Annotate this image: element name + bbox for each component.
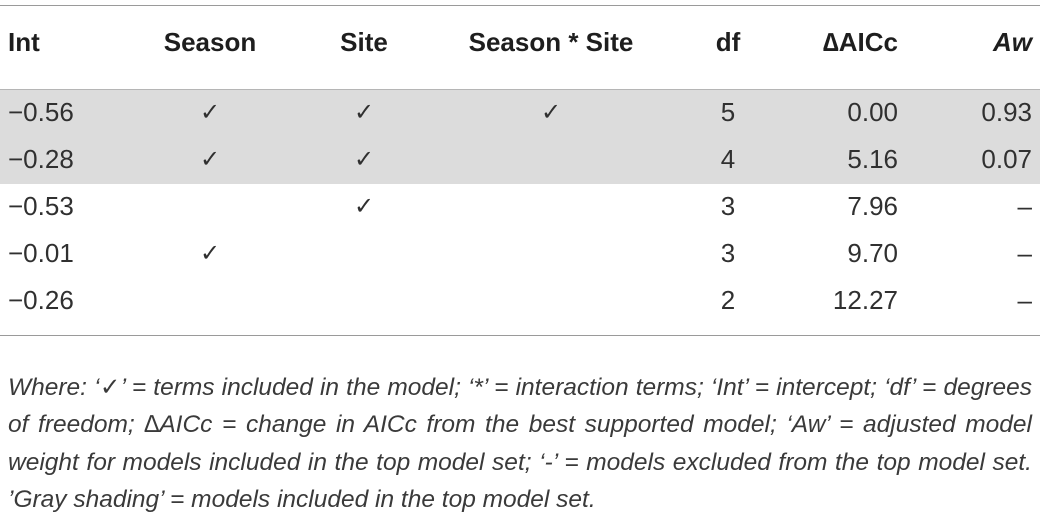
- cell-df: 3: [720, 191, 736, 221]
- cell-season-site-check: [458, 183, 644, 230]
- table-row: [0, 230, 1040, 277]
- header-int: Int: [8, 27, 40, 57]
- cell-site-check: ✓: [353, 192, 375, 220]
- cell-season-site-check: [458, 230, 644, 277]
- cell-df: 3: [720, 238, 736, 268]
- cell-site-check: ✓: [353, 98, 375, 126]
- cell-season-site-check: [458, 277, 644, 324]
- header-aw: Aw: [993, 27, 1032, 57]
- cell-aw: –: [1017, 238, 1032, 268]
- header-df: df: [715, 27, 741, 57]
- cell-df: 4: [720, 144, 736, 174]
- cell-delta-aicc: 9.70: [847, 238, 898, 268]
- cell-aw: –: [1017, 191, 1032, 221]
- cell-site-check: ✓: [353, 145, 375, 173]
- cell-season-site-check: [458, 136, 644, 183]
- table-row: [0, 89, 1040, 136]
- cell-aw: 0.07: [981, 144, 1032, 174]
- cell-int: −0.01: [8, 238, 74, 268]
- table-top-rule: [0, 5, 1040, 6]
- table-row: [0, 183, 1040, 230]
- cell-season-check: ✓: [199, 98, 221, 126]
- header-season: Season: [163, 27, 257, 57]
- cell-df: 2: [720, 285, 736, 315]
- cell-season-check: [158, 277, 262, 324]
- cell-site-check: [322, 230, 406, 277]
- cell-season-check: ✓: [199, 239, 221, 267]
- cell-int: −0.56: [8, 97, 74, 127]
- header-site: Site: [340, 27, 388, 57]
- cell-int: −0.53: [8, 191, 74, 221]
- cell-delta-aicc: 5.16: [847, 144, 898, 174]
- table-row: [0, 136, 1040, 183]
- table-header-row: [0, 19, 1040, 66]
- table-footnote: Where: ‘✓’ = terms included in the model; ‘*’ = interaction terms; ‘Int’ = intercept; ‘df’ = degrees of freedom; ∆AICc = change in AICc from the best supported model; ‘Aw’ = adjusted model weight for models included in the top model set; ‘-’ = models excluded from the top model set. ’Gray shading’ = models included in the top model set.: [8, 373, 1032, 513]
- cell-df: 5: [720, 97, 736, 127]
- table-bottom-rule: [0, 335, 1040, 336]
- cell-delta-aicc: 12.27: [832, 285, 898, 315]
- table-row: [0, 277, 1040, 324]
- cell-delta-aicc: 7.96: [847, 191, 898, 221]
- cell-site-check: [322, 277, 406, 324]
- header-delta-aicc: ∆AICc: [822, 27, 898, 57]
- cell-season-check: ✓: [199, 145, 221, 173]
- cell-season-site-check: ✓: [540, 98, 562, 126]
- header-season-site: Season * Site: [468, 27, 634, 57]
- cell-aw: –: [1017, 285, 1032, 315]
- cell-aw: 0.93: [981, 97, 1032, 127]
- cell-delta-aicc: 0.00: [847, 97, 898, 127]
- cell-season-check: [158, 183, 262, 230]
- cell-int: −0.28: [8, 144, 74, 174]
- cell-int: −0.26: [8, 285, 74, 315]
